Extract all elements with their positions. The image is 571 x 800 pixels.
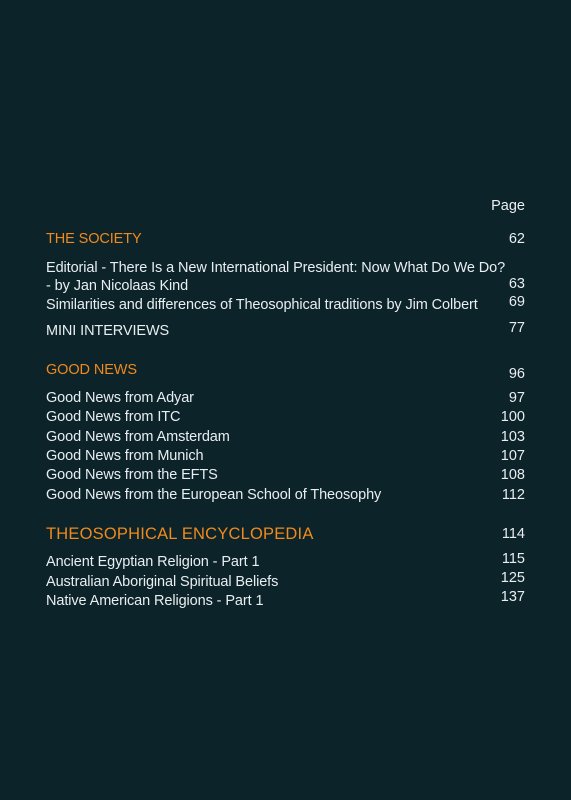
toc-page-itc: 100 [500,409,525,425]
toc-page-editorial: 63 [508,276,525,292]
section-page-society: 62 [508,231,525,247]
toc-entry-amsterdam[interactable]: Good News from Amsterdam [46,429,230,445]
toc-page-efts: 108 [500,467,525,483]
toc-page-mini-interviews: 77 [508,320,525,336]
toc-entry-editorial[interactable]: Editorial - There Is a New International President: Now What Do We Do? [46,260,506,276]
toc-page-european-school: 112 [501,487,525,503]
toc-entry-egyptian-religion[interactable]: Ancient Egyptian Religion - Part 1 [46,554,260,570]
toc-entry-similarities[interactable]: Similarities and differences of Theosophical traditions by Jim Colbert [46,297,478,313]
toc-page-similarities: 69 [508,294,525,310]
toc-entry-mini-interviews[interactable]: MINI INTERVIEWS [46,323,170,339]
toc-entry-munich[interactable]: Good News from Munich [46,448,204,464]
toc-entry-native-american[interactable]: Native American Religions - Part 1 [46,593,264,609]
toc-entry-editorial-author[interactable]: - by Jan Nicolaas Kind [46,278,189,294]
toc-entry-adyar[interactable]: Good News from Adyar [46,390,194,406]
toc-entry-european-school[interactable]: Good News from the European School of Theosophy [46,487,382,503]
section-title-encyclopedia[interactable]: THEOSOPHICAL ENCYCLOPEDIA [46,525,314,543]
section-page-encyclopedia: 114 [501,526,525,542]
toc-entry-efts[interactable]: Good News from the EFTS [46,467,218,483]
toc-page-egyptian-religion: 115 [501,551,525,567]
section-title-society[interactable]: THE SOCIETY [46,231,142,247]
section-page-good-news: 96 [508,366,525,382]
toc-page-amsterdam: 103 [500,429,525,445]
toc-entry-aboriginal-beliefs[interactable]: Australian Aboriginal Spiritual Beliefs [46,574,279,590]
section-title-good-news[interactable]: GOOD NEWS [46,362,137,378]
page-column-label: Page [491,198,525,214]
toc-page-aboriginal-beliefs: 125 [500,570,525,586]
toc-entry-itc[interactable]: Good News from ITC [46,409,181,425]
toc-page-munich: 107 [500,448,525,464]
toc-page-adyar: 97 [508,390,525,406]
toc-page-native-american: 137 [500,589,525,605]
